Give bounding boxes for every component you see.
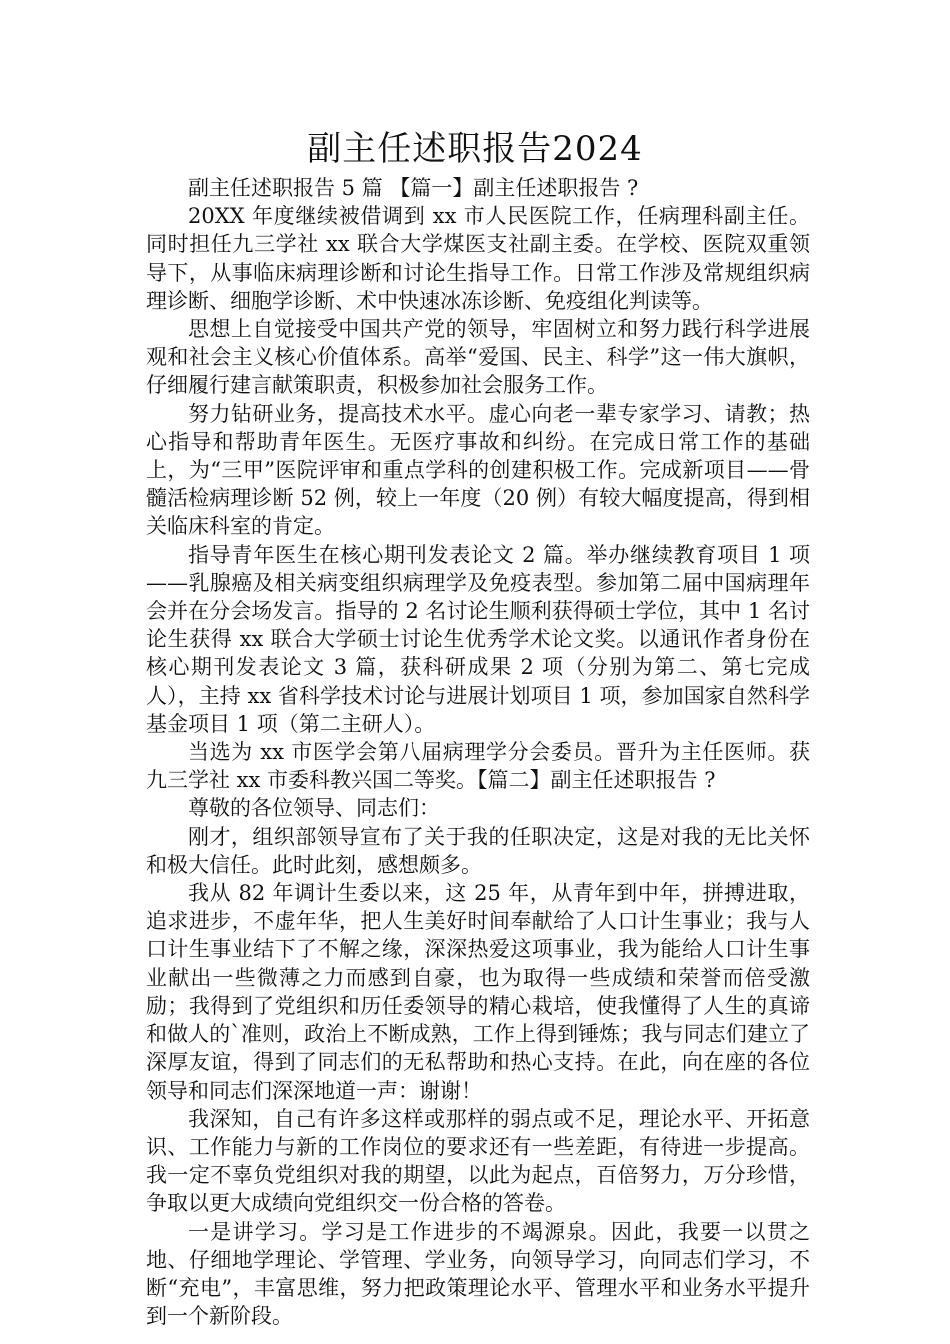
paragraph: 一是讲学习。学习是工作进步的不竭源泉。因此，我要一以贯之地、仔细地学理论、学管理、学业务，向领导学习，向同志们学习，不断“充电”，丰富思维，努力把政策理论水平、管理水平和业务水平提升到一个新阶段。 [146,1219,810,1329]
salutation-paragraph: 尊敬的各位领导、同志们： [188,796,440,821]
paragraph: 我深知，自己有许多这样或那样的弱点或不足，理论水平、开拓意识、工作能力与新的工作岗位的要求还有一些差距，有待进一步提高。我一定不辜负党组织对我的期望，以此为起点，百倍努力，万分珍惜，争取以更大成绩向党组织交一份合格的答卷。 [146,1106,810,1216]
intro-paragraph: 副主任述职报告 5 篇 【篇一】副主任述职报告 ? [188,176,639,200]
paragraph: 我从 82 年调计生委以来，这 25 年，从青年到中年，拼搏进取，追求进步，不虚年华，把人生美好时间奉献给了人口计生事业；我与人口计生事业结下了不解之缘，深深热爱这项事业，我为能给人口计生事业献出一些微薄之力而感到自豪，也为取得一些成绩和荣誉而倍受激励；我得到了党组织和历任委领导的精心栽培，使我懂得了人生的真谛和做人的`准则，政治上不断成熟，工作上得到锤炼；我与同志们建立了深厚友谊，得到了同志们的无私帮助和热心支持。在此，向在座的各位领导和同志们深深地道一声：谢谢！ [146,881,810,1103]
paragraph: 指导青年医生在核心期刊发表论文 2 篇。举办继续教育项目 1 项——乳腺癌及相关病变组织病理学及免疫表型。参加第二届中国病理年会并在分会场发言。指导的 2 名讨论生顺利获得硕士学位，其中 1 名讨论生获得 xx 联合大学硕士讨论生优秀学术论文奖。以通讯作者身份在核心期刊发表论文 3 篇，获科研成果 2 项（分别为第二、第七完成人），主持 xx 省科学技术讨论与进展计划项目 1 项，参加国家自然科学基金项目 1 项（第二主研人）。 [146,542,810,736]
document-body [146,174,810,1330]
paragraph: 刚才，组织部领导宣布了关于我的任职决定，这是对我的无比关怀和极大信任。此时此刻，感想颇多。 [146,824,810,877]
paragraph: 当选为 xx 市医学会第八届病理学分会委员。晋升为主任医师。获九三学社 xx 市委科教兴国二等奖。【篇二】副主任述职报告 ? [146,740,810,793]
paragraph: 思想上自觉接受中国共产党的领导，牢固树立和努力践行科学进展观和社会主义核心价值体系。高举“爱国、民主、科学”这一伟大旗帜，仔细履行建言献策职责，积极参加社会服务工作。 [146,317,810,398]
paragraph: 20XX 年度继续被借调到 xx 市人民医院工作，任病理科副主任。同时担任九三学社 xx 联合大学煤医支社副主委。在学校、医院双重领导下，从事临床病理诊断和讨论生指导工作。日常工作涉及常规组织病理诊断、细胞学诊断、术中快速冰冻诊断、免疫组化判读等。 [146,204,810,313]
document-title: 副主任述职报告2024 [307,129,643,169]
paragraph: 努力钻研业务，提高技术水平。虚心向老一辈专家学习、请教；热心指导和帮助青年医生。无医疗事故和纠纷。在完成日常工作的基础上，为“三甲”医院评审和重点学科的创建积极工作。完成新项目——骨髓活检病理诊断 52 例，较上一年度（20 例）有较大幅度提高，得到相关临床科室的肯定。 [146,401,810,539]
